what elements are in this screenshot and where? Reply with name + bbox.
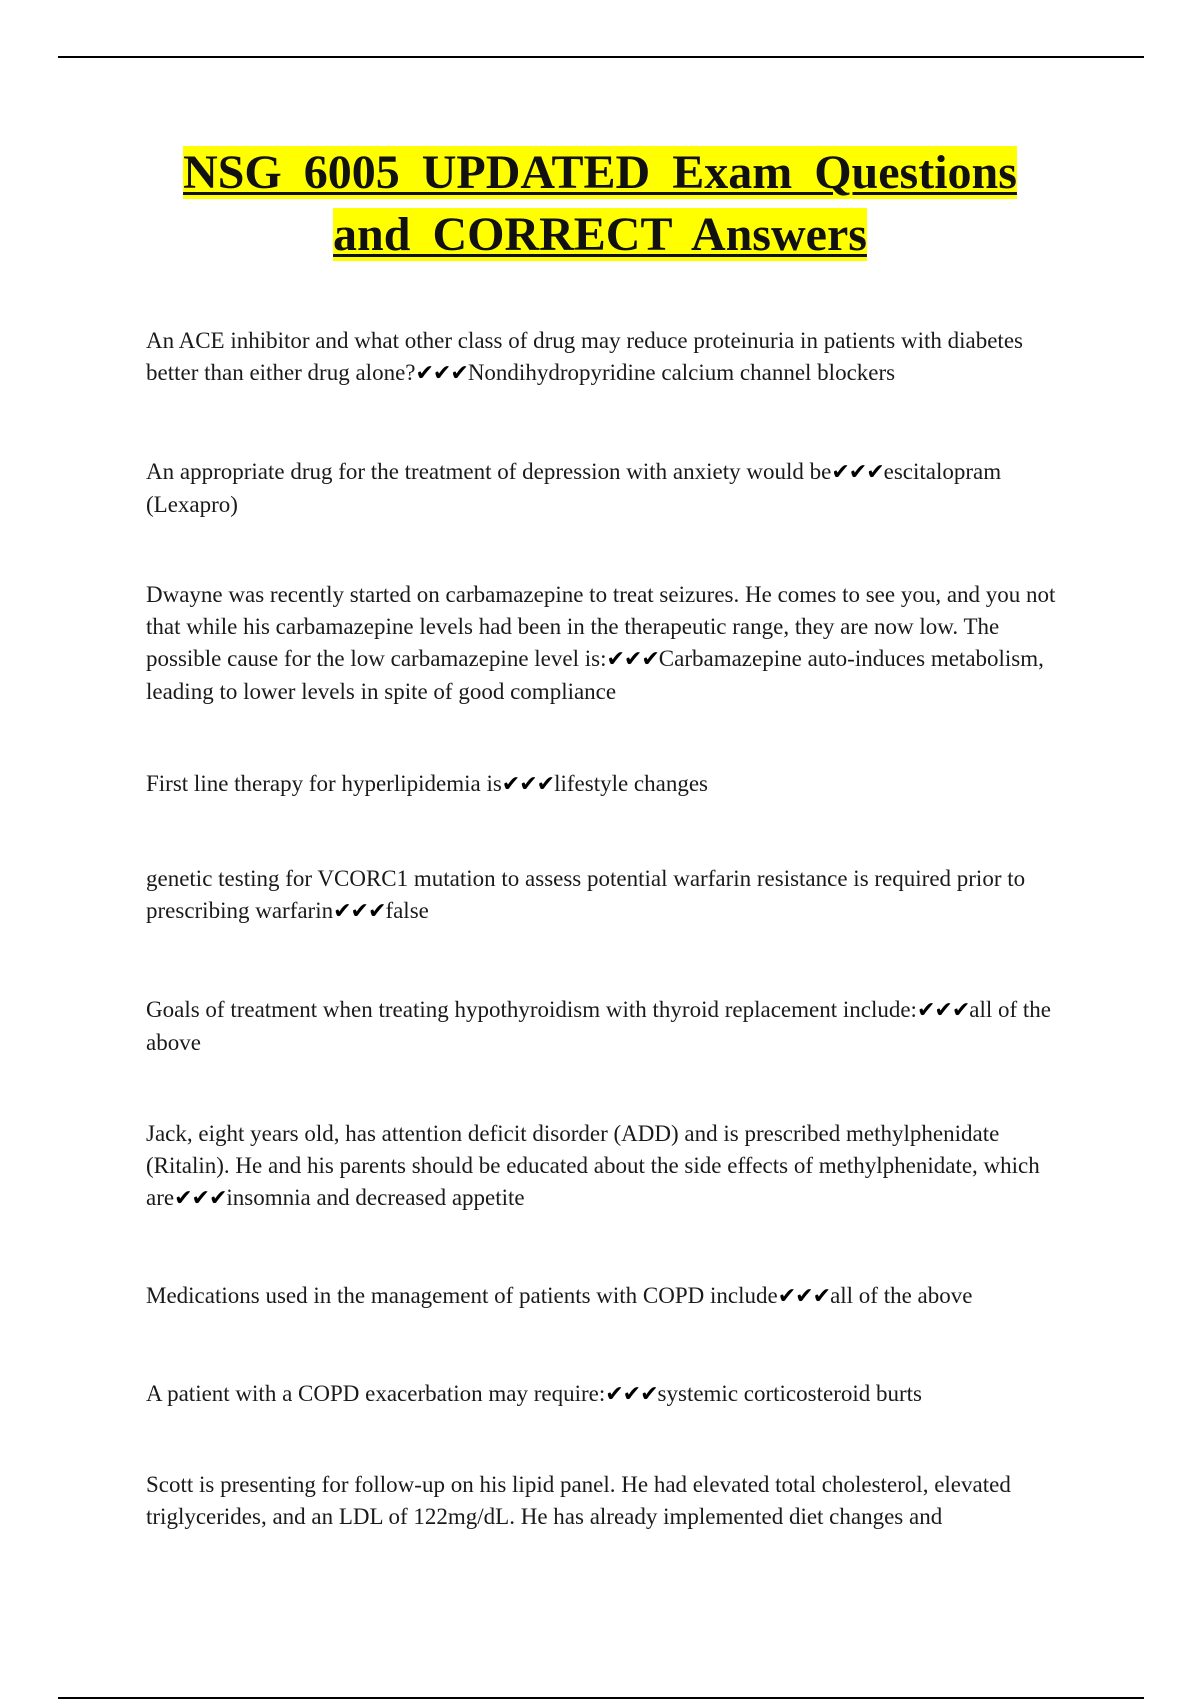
- check-marks-icon: ✔✔✔: [174, 1186, 227, 1211]
- title-line-2: and CORRECT Answers: [333, 208, 867, 261]
- qa-item-5: [146, 863, 1066, 928]
- qa-item-7: [146, 1118, 1066, 1215]
- header-rule: [58, 56, 1144, 58]
- qa-item-2: [146, 456, 1066, 521]
- question-answer-list: [146, 325, 1066, 1533]
- answer-text: Nondihydropyridine calcium channel blockers: [467, 360, 896, 385]
- check-marks-icon: ✔✔✔: [333, 899, 386, 924]
- answer-text: systemic corticosteroid burts: [657, 1381, 922, 1406]
- answer-text: escitalopram (Lexapro): [146, 459, 1002, 517]
- qa-item-6: [146, 994, 1066, 1059]
- document-title: [0, 142, 1200, 266]
- question-text: Jack, eight years old, has attention deficit disorder (ADD) and is prescribed methylphenidate (Ritalin). He and his parents should be educated about the side effects of methylphenidate, which are: [146, 1121, 1040, 1210]
- question-text: Dwayne was recently started on carbamazepine to treat seizures. He comes to see you, and you not that while his carbamazepine levels had been in the therapeutic range, they are now low. The possible cause for the low carbamazepine level is:: [146, 582, 1056, 671]
- question-text: First line therapy for hyperlipidemia is: [146, 771, 502, 796]
- qa-item-1: [146, 325, 1066, 390]
- check-marks-icon: ✔✔✔: [605, 1382, 658, 1407]
- check-marks-icon: ✔✔✔: [606, 647, 659, 672]
- answer-text: all of the above: [146, 997, 1052, 1055]
- check-marks-icon: ✔✔✔: [415, 361, 468, 386]
- question-text: Goals of treatment when treating hypothyroidism with thyroid replacement include:: [146, 997, 917, 1022]
- qa-item-3: [146, 579, 1066, 708]
- title-line-1: NSG 6005 UPDATED Exam Questions: [183, 146, 1017, 199]
- check-marks-icon: ✔✔✔: [916, 998, 970, 1023]
- check-marks-icon: ✔✔✔: [501, 772, 555, 797]
- check-marks-icon: ✔✔✔: [777, 1284, 831, 1309]
- check-marks-icon: ✔✔✔: [831, 460, 884, 485]
- answer-text: Carbamazepine auto-induces metabolism, leading to lower levels in spite of good compliance: [146, 646, 1044, 704]
- answer-text: lifestyle changes: [554, 771, 709, 796]
- answer-text: insomnia and decreased appetite: [226, 1185, 525, 1210]
- qa-item-10: [146, 1469, 1066, 1533]
- question-text: Medications used in the management of patients with COPD include: [146, 1283, 778, 1308]
- question-text: A patient with a COPD exacerbation may require:: [146, 1381, 606, 1406]
- qa-item-8: [146, 1280, 1066, 1313]
- qa-item-9: [146, 1378, 1066, 1411]
- answer-text: false: [385, 898, 429, 923]
- question-text: An appropriate drug for the treatment of depression with anxiety would be: [146, 459, 832, 484]
- footer-rule: [58, 1697, 1144, 1699]
- question-text: genetic testing for VCORC1 mutation to assess potential warfarin resistance is required prior to prescribing warfarin: [146, 866, 1026, 923]
- question-text: An ACE inhibitor and what other class of drug may reduce proteinuria in patients with diabetes better than either drug alone?: [146, 328, 1023, 385]
- answer-text: all of the above: [830, 1283, 973, 1308]
- question-text: Scott is presenting for follow-up on his lipid panel. He had elevated total cholesterol, elevated triglycerides, and an LDL of 122mg/dL. He has already implemented diet changes and: [146, 1472, 1011, 1529]
- qa-item-4: [146, 768, 1066, 801]
